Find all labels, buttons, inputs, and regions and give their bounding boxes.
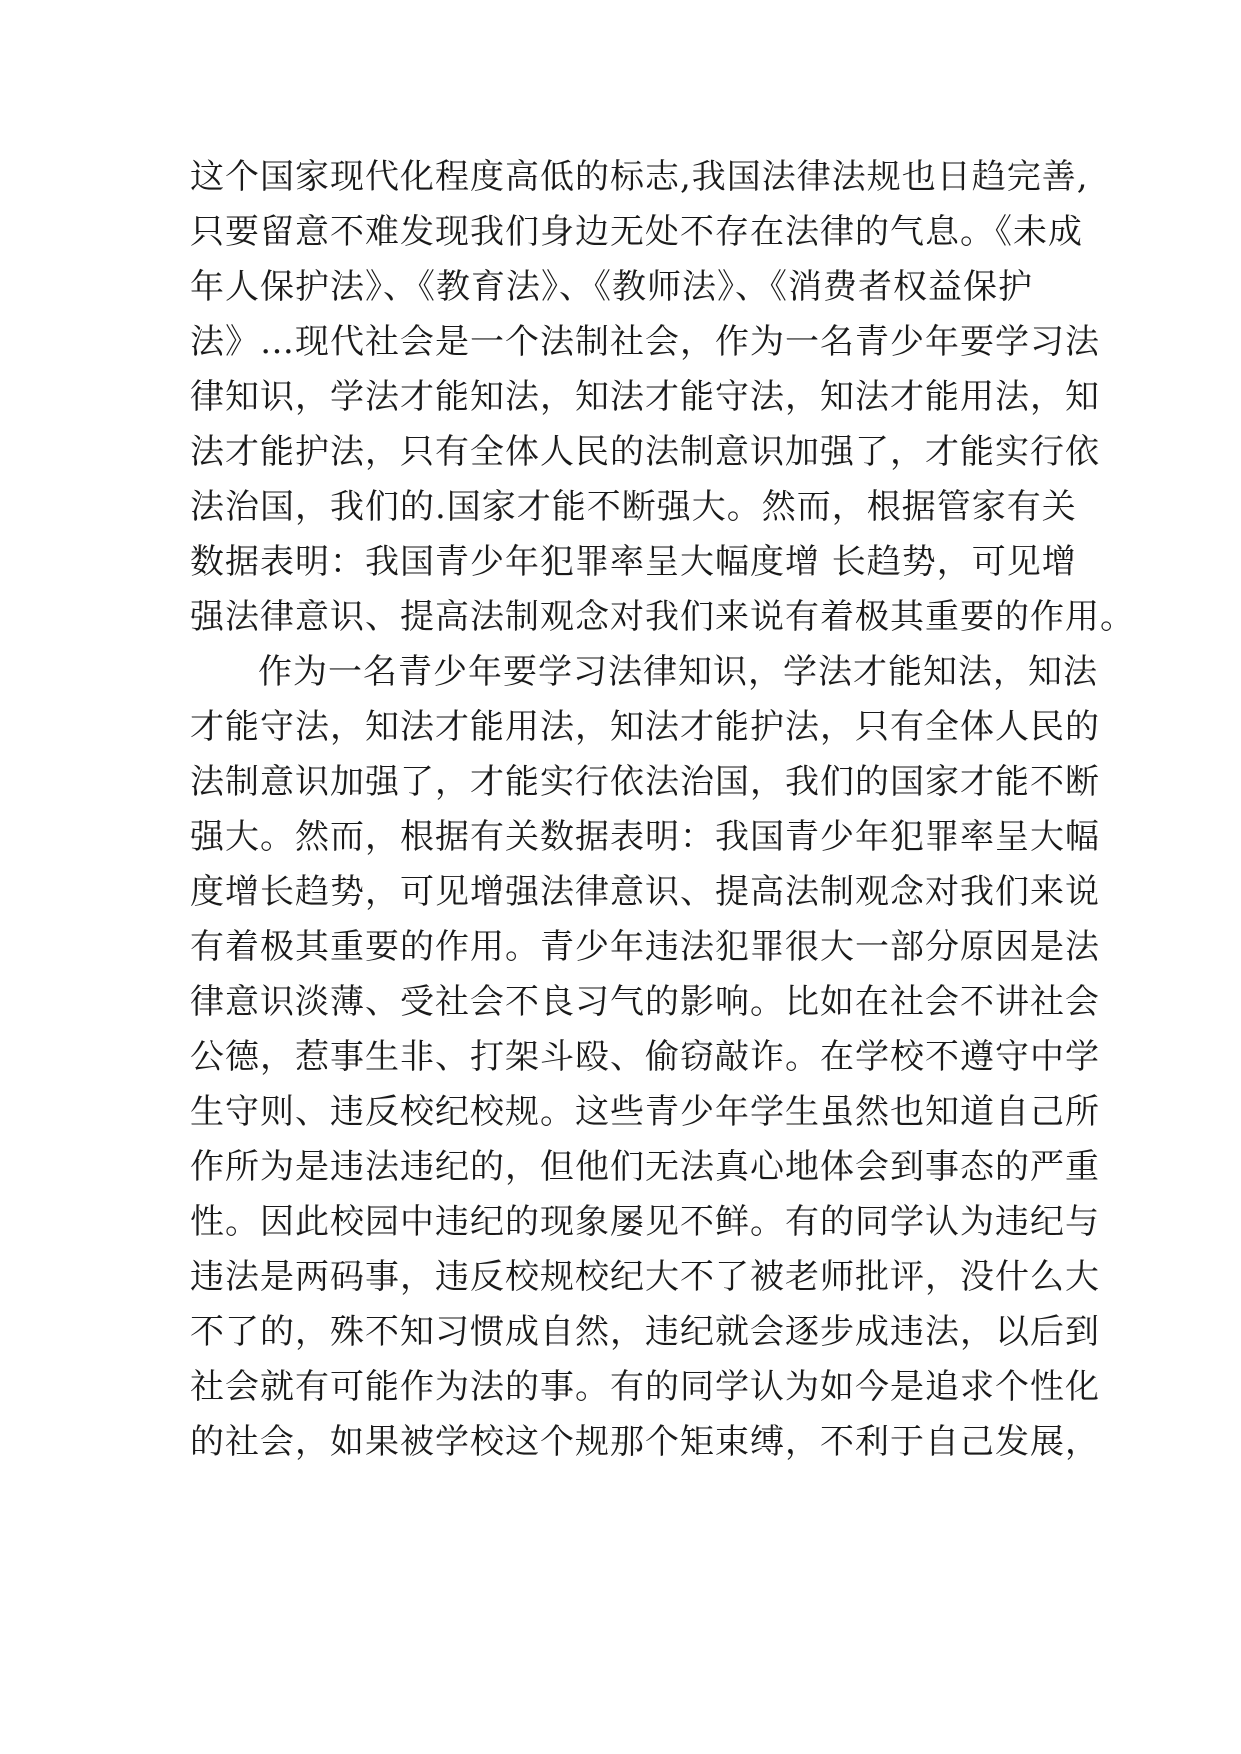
text-line: 法才能护法，只有全体人民的法制意识加强了，才能实行依 (190, 432, 1100, 472)
text-line: 只要留意不难发现我们身边无处不存在法律的气息。《未成 (190, 212, 1083, 252)
text-line: 强大。然而，根据有关数据表明：我国青少年犯罪率呈大幅 (190, 817, 1100, 857)
text-line: 法治国，我们的.国家才能不断强大。然而，根据管家有关 (190, 487, 1077, 527)
text-line: 公德，惹事生非、打架斗殴、偷窃敲诈。在学校不遵守中学 (190, 1037, 1100, 1077)
body-text (190, 150, 1135, 1470)
text-line: 度增长趋势，可见增强法律意识、提高法制观念对我们来说 (190, 872, 1100, 912)
text-line: 不了的，殊不知习惯成自然，违纪就会逐步成违法，以后到 (190, 1312, 1100, 1352)
text-line: 生守则、违反校纪校规。这些青少年学生虽然也知道自己所 (190, 1092, 1100, 1132)
text-line: 社会就有可能作为法的事。有的同学认为如今是追求个性化 (190, 1367, 1100, 1407)
text-line: 违法是两码事，违反校规校纪大不了被老师批评，没什么大 (190, 1257, 1100, 1297)
text-line: 有着极其重要的作用。青少年违法犯罪很大一部分原因是法 (190, 927, 1100, 967)
text-line: 这个国家现代化程度高低的标志,我国法律法规也日趋完善, (190, 157, 1089, 197)
paragraph (190, 150, 1135, 645)
text-line: 作所为是违法违纪的，但他们无法真心地体会到事态的严重 (190, 1147, 1100, 1187)
text-line: 才能守法，知法才能用法，知法才能护法，只有全体人民的 (190, 707, 1100, 747)
text-line: 数据表明：我国青少年犯罪率呈大幅度增 长趋势，可见增 (190, 542, 1077, 582)
text-line: 法制意识加强了，才能实行依法治国，我们的国家才能不断 (190, 762, 1100, 802)
paragraph (190, 645, 1100, 1470)
text-line: 律知识，学法才能知法，知法才能守法，知法才能用法，知 (190, 377, 1100, 417)
text-line: 年人保护法》、《教育法》、《教师法》、《消费者权益保护 (190, 267, 1033, 307)
text-line: 性。因此校园中违纪的现象屡见不鲜。有的同学认为违纪与 (190, 1202, 1100, 1242)
text-line: 作为一名青少年要学习法律知识，学法才能知法，知法 (258, 652, 1098, 692)
text-line: 法》…现代社会是一个法制社会，作为一名青少年要学习法 (190, 322, 1100, 362)
text-line: 律意识淡薄、受社会不良习气的影响。比如在社会不讲社会 (190, 982, 1100, 1022)
text-line: 强法律意识、提高法制观念对我们来说有着极其重要的作用。 (190, 597, 1135, 637)
text-line: 的社会，如果被学校这个规那个矩束缚，不利于自己发展， (190, 1422, 1100, 1462)
